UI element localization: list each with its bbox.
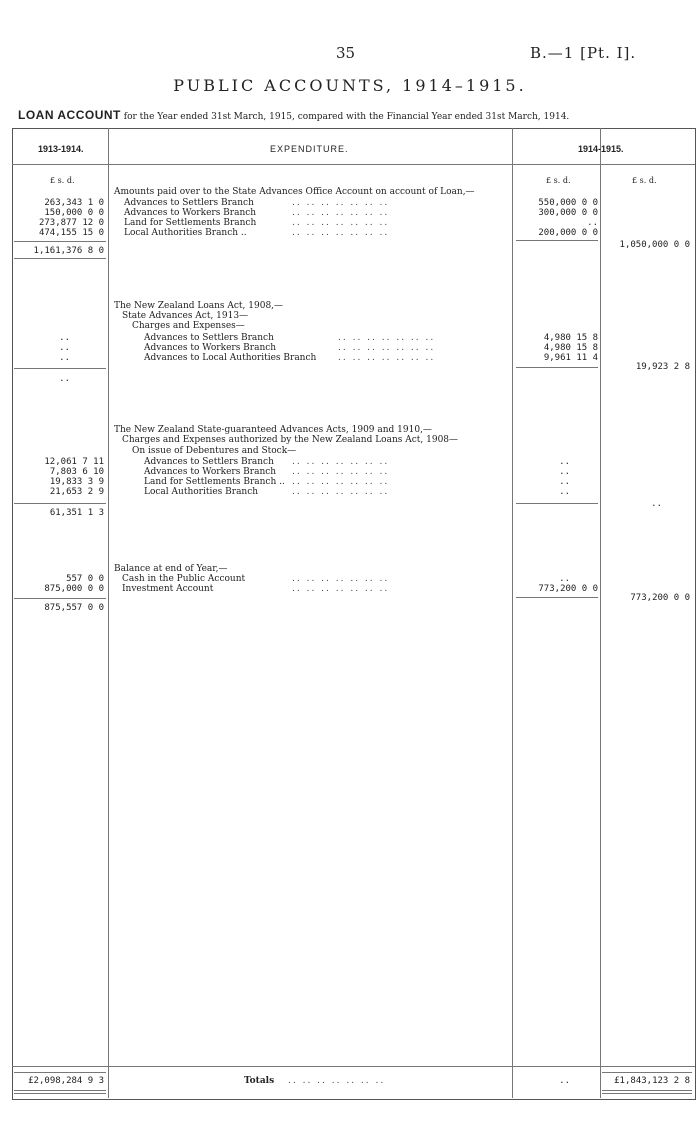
s2-curr-rule <box>516 367 598 368</box>
s3-row3-dots: .. .. .. .. .. .. .. <box>292 477 390 487</box>
accounts-table <box>12 128 696 1100</box>
section2-heading-1: The New Zealand Loans Act, 1908,— <box>114 301 284 311</box>
s1-row1-prev: 263,343 1 0 <box>44 198 104 208</box>
s1-row4-dots: .. .. .. .. .. .. .. <box>292 228 390 238</box>
s4-curr-rule <box>516 597 598 598</box>
s4-row1-prev: 557 0 0 <box>66 574 104 584</box>
section3-heading-2: Charges and Expenses authorized by the New Zealand Loans Act, 1908— <box>122 435 459 445</box>
account-subtitle <box>18 108 569 122</box>
s1-row3-prev: 273,877 12 0 <box>38 218 104 228</box>
s2-prev-total: .. <box>59 374 70 384</box>
s2-row1-curr: 4,980 15 8 <box>543 333 598 343</box>
s1-row4-label: Local Authorities Branch .. <box>124 228 247 238</box>
s2-curr-total: 19,923 2 8 <box>635 362 690 372</box>
s2-row3-label: Advances to Local Authorities Branch <box>144 353 317 363</box>
s4-prev-total: 875,557 0 0 <box>44 603 104 613</box>
s1-row1-dots: .. .. .. .. .. .. .. <box>292 198 390 208</box>
s3-row3-label: Land for Settlements Branch .. <box>144 477 285 487</box>
subtitle-bold: LOAN ACCOUNT <box>18 108 121 122</box>
totals-curr-rule-bottom-2 <box>602 1093 692 1094</box>
s4-curr-total: 773,200 0 0 <box>630 593 690 603</box>
s3-row1-curr: .. <box>559 457 570 467</box>
header-1914-1915: 1914-1915. <box>578 144 624 154</box>
s3-row2-prev: 7,803 6 10 <box>49 467 104 477</box>
s3-prev-rule <box>14 503 106 504</box>
s1-row2-dots: .. .. .. .. .. .. .. <box>292 208 390 218</box>
section3-heading-1: The New Zealand State-guaranteed Advances Acts, 1909 and 1910,— <box>114 425 432 435</box>
units-prev: £ s. d. <box>50 176 75 185</box>
s4-row1-label: Cash in the Public Account <box>122 574 246 584</box>
totals-mid: .. <box>559 1076 570 1086</box>
s1-curr-total: 1,050,000 0 0 <box>619 240 690 250</box>
s1-row3-label: Land for Settlements Branch <box>124 218 257 228</box>
units-curr-1: £ s. d. <box>546 176 571 185</box>
column-divider-prev <box>108 128 109 1098</box>
section3-heading-3: On issue of Debentures and Stock— <box>132 446 297 456</box>
section1-heading: Amounts paid over to the State Advances Office Account on account of Loan,— <box>114 187 475 197</box>
subtitle-rest: for the Year ended 31st March, 1915, compared with the Financial Year ended 31st March, 1914. <box>123 112 570 122</box>
s3-row1-dots: .. .. .. .. .. .. .. <box>292 457 390 467</box>
s2-row3-dots: .. .. .. .. .. .. .. <box>338 353 436 363</box>
s2-row1-prev: .. <box>59 333 70 343</box>
s3-row4-dots: .. .. .. .. .. .. .. <box>292 487 390 497</box>
header-rule <box>12 164 695 165</box>
totals-curr-rule-top <box>602 1072 692 1073</box>
s3-row1-label: Advances to Settlers Branch <box>144 457 274 467</box>
s3-prev-total: 61,351 1 3 <box>49 508 104 518</box>
section2-heading-2: State Advances Act, 1913— <box>122 311 249 321</box>
totals-dots: .. .. .. .. .. .. .. <box>288 1076 386 1086</box>
s1-curr-rule <box>516 240 598 241</box>
s4-prev-rule <box>14 598 106 599</box>
s2-prev-rule <box>14 368 106 369</box>
s1-row1-label: Advances to Settlers Branch <box>124 198 254 208</box>
s2-row1-dots: .. .. .. .. .. .. .. <box>338 333 436 343</box>
s1-row1-curr: 550,000 0 0 <box>538 198 598 208</box>
s4-row2-dots: .. .. .. .. .. .. .. <box>292 584 390 594</box>
s4-row2-label: Investment Account <box>122 584 214 594</box>
s2-row2-prev: .. <box>59 343 70 353</box>
totals-prev: £2,098,284 9 3 <box>28 1076 104 1086</box>
s1-row2-curr: 300,000 0 0 <box>538 208 598 218</box>
s1-row4-curr: 200,000 0 0 <box>538 228 598 238</box>
s2-row2-label: Advances to Workers Branch <box>144 343 277 353</box>
column-divider-curr <box>600 128 601 1098</box>
s2-row3-curr: 9,961 11 4 <box>543 353 598 363</box>
s3-row2-dots: .. .. .. .. .. .. .. <box>292 467 390 477</box>
s3-row3-prev: 19,833 3 9 <box>49 477 104 487</box>
s1-row3-dots: .. .. .. .. .. .. .. <box>292 218 390 228</box>
s1-row4-prev: 474,155 15 0 <box>38 228 104 238</box>
totals-prev-rule-bottom <box>14 1090 106 1091</box>
s1-prev-rule-2 <box>14 258 106 259</box>
totals-curr-rule-bottom <box>602 1090 692 1091</box>
s2-row1-label: Advances to Settlers Branch <box>144 333 274 343</box>
s2-row3-prev: .. <box>59 353 70 363</box>
s4-row2-prev: 875,000 0 0 <box>44 584 104 594</box>
s3-row3-curr: .. <box>559 477 570 487</box>
s3-row4-curr: .. <box>559 487 570 497</box>
totals-rule <box>12 1066 695 1067</box>
s2-row2-dots: .. .. .. .. .. .. .. <box>338 343 436 353</box>
s1-row2-prev: 150,000 0 0 <box>44 208 104 218</box>
s1-prev-total: 1,161,376 8 0 <box>33 246 104 256</box>
s1-row2-label: Advances to Workers Branch <box>124 208 257 218</box>
s1-row3-curr: .. <box>587 218 598 228</box>
s4-row2-curr: 773,200 0 0 <box>538 584 598 594</box>
s1-prev-rule <box>14 241 106 242</box>
s2-row2-curr: 4,980 15 8 <box>543 343 598 353</box>
document-reference: B.—1 [Pt. I]. <box>530 44 637 62</box>
totals-label: Totals <box>244 1076 275 1086</box>
column-divider-exp <box>512 128 513 1098</box>
units-curr-2: £ s. d. <box>632 176 657 185</box>
page-number: 35 <box>336 44 356 62</box>
s3-row4-label: Local Authorities Branch <box>144 487 259 497</box>
totals-curr: £1,843,123 2 8 <box>614 1076 690 1086</box>
s4-row1-dots: .. .. .. .. .. .. .. <box>292 574 390 584</box>
s3-row2-curr: .. <box>559 467 570 477</box>
totals-prev-rule-top <box>14 1072 106 1073</box>
header-expenditure: EXPENDITURE. <box>270 144 349 154</box>
header-1913-1914: 1913-1914. <box>38 144 84 154</box>
section2-heading-3: Charges and Expenses— <box>132 321 245 331</box>
s3-row2-label: Advances to Workers Branch <box>144 467 277 477</box>
s4-row1-curr: .. <box>559 574 570 584</box>
s3-curr-total: .. <box>651 499 662 509</box>
s3-row1-prev: 12,061 7 11 <box>44 457 104 467</box>
totals-prev-rule-bottom-2 <box>14 1093 106 1094</box>
section4-heading: Balance at end of Year,— <box>114 564 228 574</box>
page-title: PUBLIC ACCOUNTS, 1914–1915. <box>173 76 527 95</box>
s3-curr-rule <box>516 503 598 504</box>
s3-row4-prev: 21,653 2 9 <box>49 487 104 497</box>
